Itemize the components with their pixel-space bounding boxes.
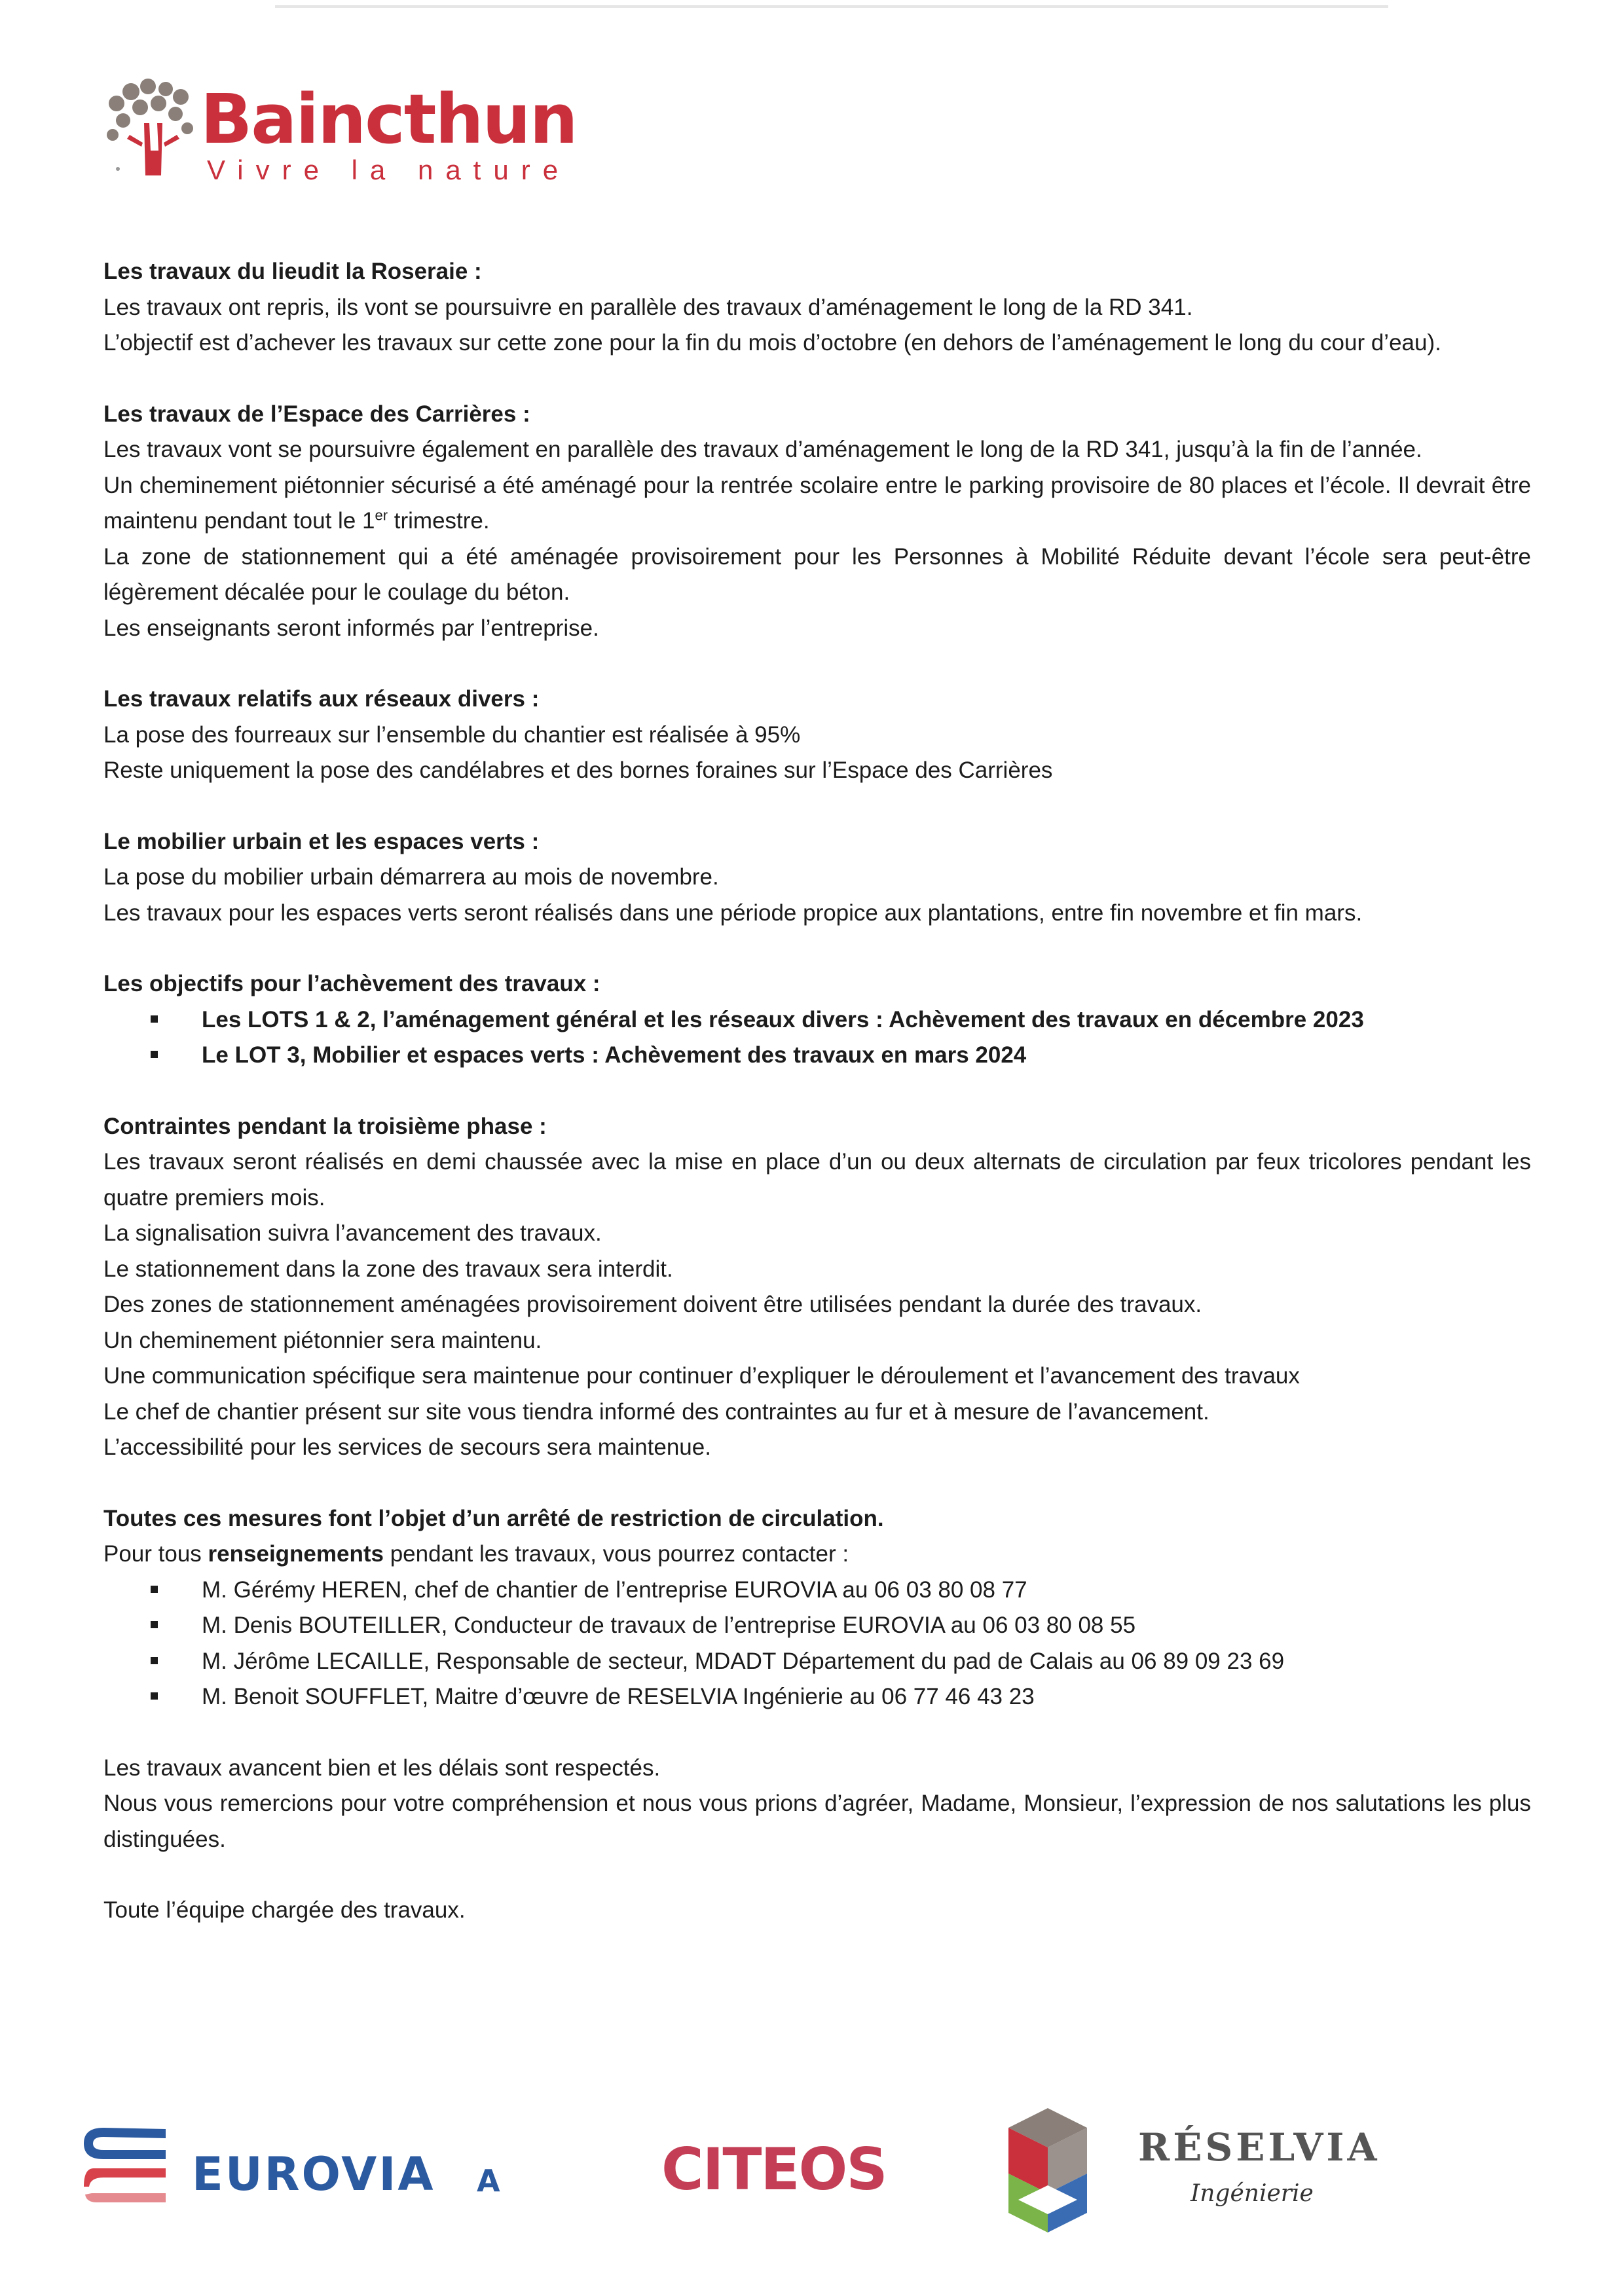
eurovia-fragment: A [477, 2163, 500, 2198]
contact-item: M. Denis BOUTEILLER, Conducteur de travaux de l’entreprise EUROVIA au 06 03 80 08 55 [103, 1608, 1531, 1644]
paragraph: Le chef de chantier présent sur site vous tiendra informé des contraintes au fur et à mesure de l’avancement. [103, 1398, 1209, 1425]
heading-roseraie: Les travaux du lieudit la Roseraie : [103, 259, 482, 284]
objectives-list [103, 1002, 1531, 1074]
section-roseraie [103, 254, 1531, 361]
text-span: pendant les travaux, vous pourrez contacter : [383, 1541, 849, 1567]
town-tagline: Vivre la nature [207, 155, 571, 185]
paragraph: La pose du mobilier urbain démarrera au mois de novembre. [103, 864, 719, 890]
town-name: Baincthun [200, 79, 577, 159]
baincthun-logo [103, 77, 577, 189]
paragraph: L’accessibilité pour les services de secours sera maintenue. [103, 1434, 711, 1460]
paragraph [103, 468, 1531, 539]
signature: Toute l’équipe chargée des travaux. [103, 1897, 466, 1923]
section-reseaux [103, 682, 1531, 789]
paragraph: Les enseignants seront informés par l’entreprise. [103, 615, 599, 641]
citeos-logo: CITEOS [661, 2136, 887, 2203]
paragraph: Les travaux avancent bien et les délais sont respectés. [103, 1755, 661, 1781]
letter-body [103, 254, 1531, 1929]
paragraph: La pose des fourreaux sur l’ensemble du chantier est réalisée à 95% [103, 721, 801, 748]
paragraph: Des zones de stationnement aménagées provisoirement doivent être utilisées pendant la durée des travaux. [103, 1292, 1202, 1317]
heading-contraintes: Contraintes pendant la troisième phase : [103, 1113, 547, 1139]
section-carrieres [103, 397, 1531, 647]
section-objectifs [103, 966, 1531, 1074]
scan-edge-line [275, 5, 1388, 8]
text-span: trimestre. [388, 508, 490, 534]
paragraph: Une communication spécifique sera maintenue pour continuer d’expliquer le déroulement et l’avancement des travaux [103, 1363, 1300, 1389]
paragraph: Les travaux pour les espaces verts seront réalisés dans une période propice aux plantations, entre fin novembre et fin mars. [103, 900, 1363, 926]
section-mobilier [103, 824, 1531, 932]
heading-mobilier: Le mobilier urbain et les espaces verts : [103, 828, 540, 854]
bold-text: renseignements [208, 1541, 384, 1567]
paragraph: Les travaux ont repris, ils vont se poursuivre en parallèle des travaux d’aménagement le long de la RD 341. [103, 294, 1193, 320]
paragraph: La zone de stationnement qui a été aménagée provisoirement pour les Personnes à Mobilité Réduite devant l’école sera peut-être légèrement décalée pour le coulage du béton. [103, 543, 1531, 605]
heading-carrieres: Les travaux de l’Espace des Carrières : [103, 401, 530, 427]
paragraph: Le stationnement dans la zone des travaux sera interdit. [103, 1256, 673, 1282]
paragraph: La signalisation suivra l’avancement des travaux. [103, 1220, 602, 1246]
section-contraintes [103, 1109, 1531, 1466]
contacts-list [103, 1573, 1531, 1715]
eurovia-wordmark: EUROVIA [192, 2147, 435, 2201]
heading-reseaux: Les travaux relatifs aux réseaux divers : [103, 686, 540, 712]
section-closing [103, 1751, 1531, 1858]
superscript: er [375, 507, 388, 524]
reselvia-subtitle: Ingénierie [1190, 2180, 1314, 2207]
contact-item: M. Jérôme LECAILLE, Responsable de secteur, MDADT Département du pad de Calais au 06 89 09 23 69 [103, 1644, 1531, 1680]
paragraph [103, 1537, 1531, 1573]
paragraph: Reste uniquement la pose des candélabres et des bornes foraines sur l’Espace des Carrières [103, 757, 1053, 783]
paragraph: Les travaux seront réalisés en demi chaussée avec la mise en place d’un ou deux alternats de circulation par feux tricolores pendant les quatre premiers mois. [103, 1149, 1531, 1211]
contact-item: M. Gérémy HEREN, chef de chantier de l’entreprise EUROVIA au 06 03 80 08 77 [103, 1573, 1531, 1609]
reselvia-cube-icon [982, 2102, 1113, 2239]
text-span: Un cheminement piétonnier sécurisé a été aménagé pour la rentrée scolaire entre le parking provisoire de 80 places et l’école. Il devrait être maintenu pendant tout le 1 [103, 472, 1531, 534]
contact-item: M. Benoit SOUFFLET, Maitre d’œuvre de RESELVIA Ingénierie au 06 77 46 43 23 [103, 1679, 1531, 1715]
text-span: Pour tous [103, 1541, 208, 1567]
tree-icon [103, 77, 202, 182]
heading-mesures: Toutes ces mesures font l’objet d’un arrêté de restriction de circulation. [103, 1505, 884, 1531]
eurovia-swoosh-icon [77, 2121, 175, 2213]
heading-objectifs: Les objectifs pour l’achèvement des travaux : [103, 971, 600, 996]
list-item: Le LOT 3, Mobilier et espaces verts : Achèvement des travaux en mars 2024 [103, 1038, 1531, 1074]
section-mesures [103, 1501, 1531, 1715]
paragraph: L’objectif est d’achever les travaux sur cette zone pour la fin du mois d’octobre (en dehors de l’aménagement le long du cour d’eau). [103, 330, 1441, 355]
paragraph: Un cheminement piétonnier sera maintenu. [103, 1327, 542, 1353]
eurovia-logo [77, 2121, 509, 2213]
paragraph: Les travaux vont se poursuivre également en parallèle des travaux d’aménagement le long de la RD 341, jusqu’à la fin de l’année. [103, 437, 1422, 462]
paragraph: Nous vous remercions pour votre compréhension et nous vous prions d’agréer, Madame, Monsieur, l’expression de nos salutations les plus distinguées. [103, 1791, 1531, 1852]
list-item: Les LOTS 1 & 2, l’aménagement général et les réseaux divers : Achèvement des travaux en décembre 2023 [103, 1002, 1531, 1038]
reselvia-logo [982, 2102, 1401, 2246]
reselvia-wordmark: RÉSELVIA [1138, 2125, 1380, 2170]
